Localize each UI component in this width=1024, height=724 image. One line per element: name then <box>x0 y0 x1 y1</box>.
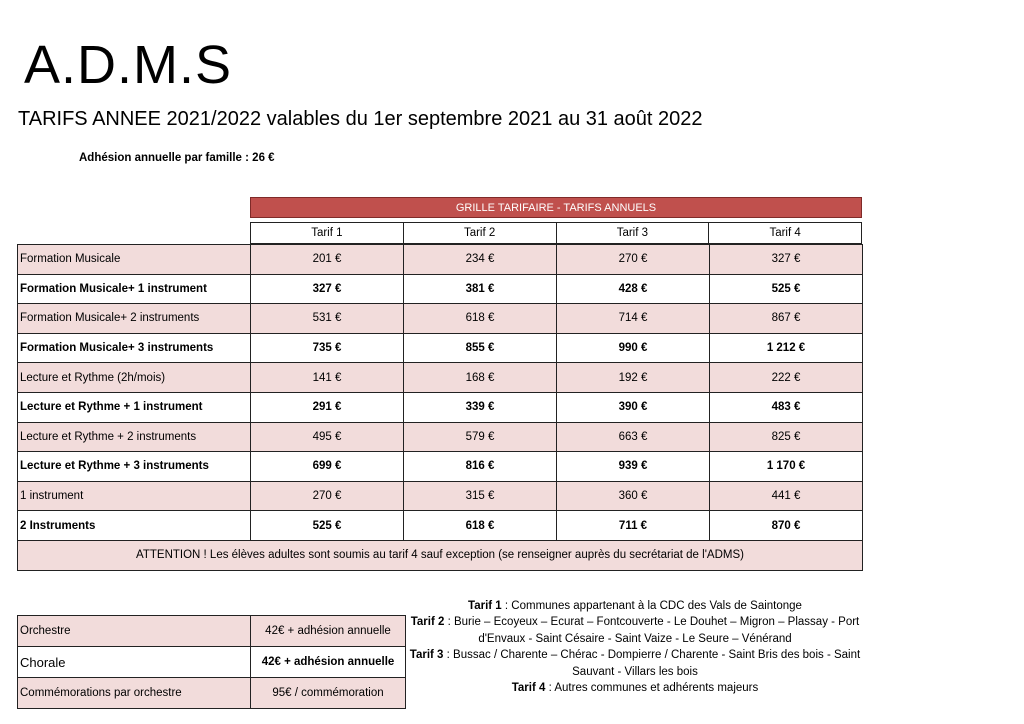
table-cell: 495 € <box>251 422 404 452</box>
table-row <box>18 452 863 482</box>
table-cell: 870 € <box>710 511 863 541</box>
table-cell: 825 € <box>710 422 863 452</box>
table-cell: 939 € <box>557 452 710 482</box>
table-cell: 735 € <box>251 333 404 363</box>
extra-label: Commémorations par orchestre <box>18 678 251 709</box>
row-label: Formation Musicale+ 1 instrument <box>18 274 251 304</box>
row-label: Lecture et Rythme (2h/mois) <box>18 363 251 393</box>
table-cell: 1 212 € <box>710 333 863 363</box>
legend-key: Tarif 1 <box>468 600 502 612</box>
table-cell: 531 € <box>251 304 404 334</box>
table-cell: 315 € <box>404 481 557 511</box>
column-header-tarif-3: Tarif 3 <box>557 222 710 244</box>
table-cell: 222 € <box>710 363 863 393</box>
table-cell: 699 € <box>251 452 404 482</box>
table-cell: 234 € <box>404 245 557 275</box>
legend-key: Tarif 3 <box>409 649 444 662</box>
table-row <box>18 392 863 422</box>
table-cell: 816 € <box>404 452 557 482</box>
column-header-tarif-2: Tarif 2 <box>404 222 557 244</box>
column-header-tarif-1: Tarif 1 <box>250 222 404 244</box>
table-cell: 390 € <box>557 392 710 422</box>
table-cell: 1 170 € <box>710 452 863 482</box>
legend-key: Tarif 2 <box>410 616 445 629</box>
legend-item-tarif-2 <box>405 614 865 647</box>
table-cell: 141 € <box>251 363 404 393</box>
table-cell: 579 € <box>404 422 557 452</box>
legend-item-tarif-1 <box>405 598 865 614</box>
table-cell: 990 € <box>557 333 710 363</box>
row-label: 1 instrument <box>18 481 251 511</box>
legend-text: : Communes appartenant à la CDC des Vals de Saintonge <box>501 600 802 612</box>
legend-key: Tarif 4 <box>511 682 546 695</box>
table-cell: 525 € <box>710 274 863 304</box>
table-row <box>18 511 863 541</box>
table-cell: 714 € <box>557 304 710 334</box>
table-cell: 618 € <box>404 304 557 334</box>
table-cell: 525 € <box>251 511 404 541</box>
table-cell: 483 € <box>710 392 863 422</box>
extra-value: 42€ + adhésion annuelle <box>251 647 406 678</box>
table-cell: 381 € <box>404 274 557 304</box>
extra-label: Chorale <box>18 647 251 678</box>
legend-text: : Bussac / Charente – Chérac - Dompierre / Charente - Saint Bris des bois - Saint Sauvant - Villars les bois <box>443 649 861 678</box>
table-cell: 360 € <box>557 481 710 511</box>
table-cell: 291 € <box>251 392 404 422</box>
table-cell: 168 € <box>404 363 557 393</box>
table-row <box>18 304 863 334</box>
table-cell: 711 € <box>557 511 710 541</box>
table-row <box>18 616 406 647</box>
legend-text: : Autres communes et adhérents majeurs <box>545 682 759 695</box>
table-row <box>18 333 863 363</box>
row-label: Formation Musicale <box>18 245 251 275</box>
table-cell: 428 € <box>557 274 710 304</box>
table-cell: 663 € <box>557 422 710 452</box>
extra-value: 95€ / commémoration <box>251 678 406 709</box>
table-cell: 270 € <box>251 481 404 511</box>
table-cell: 327 € <box>710 245 863 275</box>
legend-item-tarif-4 <box>405 680 865 696</box>
extras-table <box>17 615 406 709</box>
table-row <box>18 363 863 393</box>
logo: A.D.M.S <box>24 35 233 95</box>
attention-note: ATTENTION ! Les élèves adultes sont soumis au tarif 4 sauf exception (se renseigner auprès du secrétariat de l'ADMS) <box>18 540 863 570</box>
table-row <box>18 678 406 709</box>
table-cell: 339 € <box>404 392 557 422</box>
table-row <box>18 245 863 275</box>
table-row <box>18 422 863 452</box>
row-label: 2 Instruments <box>18 511 251 541</box>
extra-value: 42€ + adhésion annuelle <box>251 616 406 647</box>
table-cell: 192 € <box>557 363 710 393</box>
table-cell: 855 € <box>404 333 557 363</box>
tariff-table <box>17 244 863 571</box>
table-cell: 270 € <box>557 245 710 275</box>
table-cell: 327 € <box>251 274 404 304</box>
row-label: Formation Musicale+ 2 instruments <box>18 304 251 334</box>
membership-fee: Adhésion annuelle par famille : 26 € <box>79 152 275 164</box>
row-label: Formation Musicale+ 3 instruments <box>18 333 251 363</box>
row-label: Lecture et Rythme + 1 instrument <box>18 392 251 422</box>
column-header-tarif-4: Tarif 4 <box>709 222 862 244</box>
table-row <box>18 481 863 511</box>
table-row <box>18 274 863 304</box>
legend-item-tarif-3 <box>405 647 865 680</box>
table-cell: 618 € <box>404 511 557 541</box>
table-cell: 201 € <box>251 245 404 275</box>
attention-note-row <box>18 540 863 570</box>
grid-title: GRILLE TARIFAIRE - TARIFS ANNUELS <box>250 197 862 218</box>
row-label: Lecture et Rythme + 2 instruments <box>18 422 251 452</box>
extra-label: Orchestre <box>18 616 251 647</box>
grid-column-headers <box>250 222 862 244</box>
row-label: Lecture et Rythme + 3 instruments <box>18 452 251 482</box>
legend-text: : Burie – Ecoyeux – Ecurat – Fontcouverte - Le Douhet – Migron – Plassay - Port d'Envaux - Saint Césaire - Saint Vaize - Le Seure – Vénérand <box>444 616 860 645</box>
table-row <box>18 647 406 678</box>
table-cell: 441 € <box>710 481 863 511</box>
table-cell: 867 € <box>710 304 863 334</box>
page-subtitle: TARIFS ANNEE 2021/2022 valables du 1er septembre 2021 au 31 août 2022 <box>18 108 703 130</box>
tariff-legend <box>405 598 865 696</box>
